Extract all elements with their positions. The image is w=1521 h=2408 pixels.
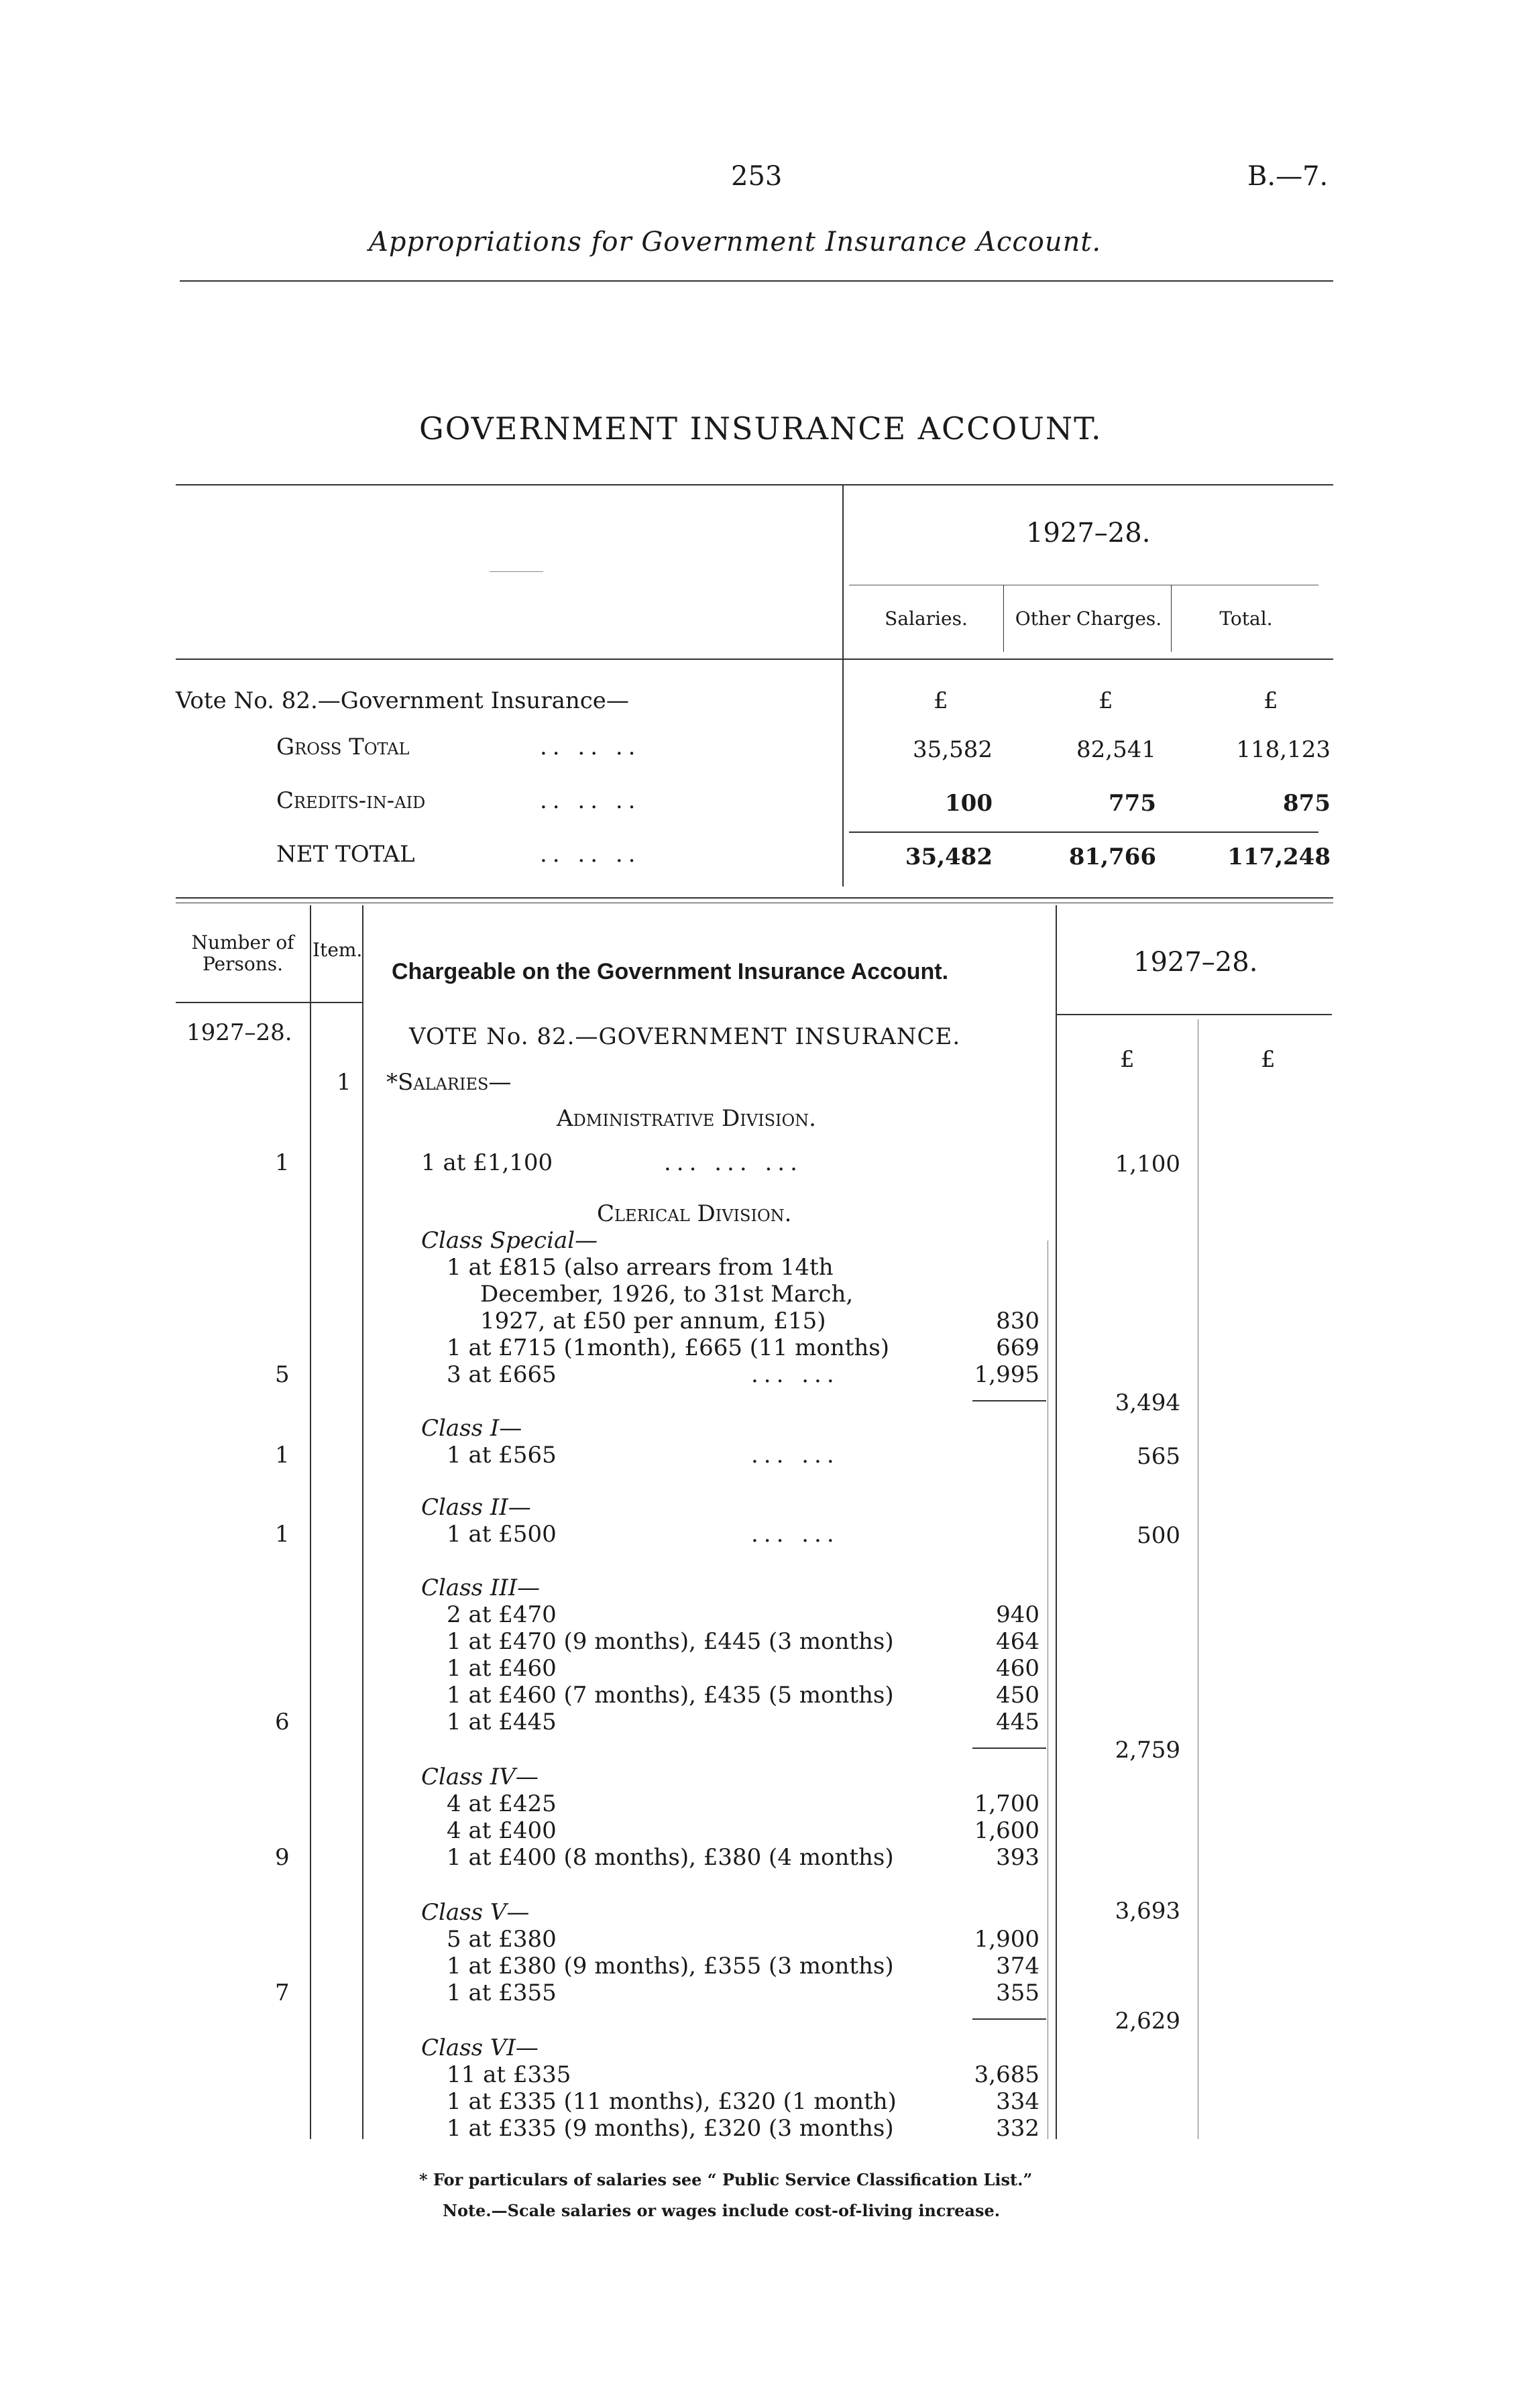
- credits-total: 875: [1283, 790, 1331, 817]
- class-3-line: 1 at £445: [447, 1709, 557, 1735]
- dots: ... ... ...: [664, 1149, 803, 1176]
- class-4-line: 1 at £400 (8 months), £380 (4 months): [447, 1844, 894, 1871]
- class-3-value: 445: [996, 1709, 1039, 1735]
- class-5-total: 2,629: [1115, 2008, 1180, 2034]
- class-5-persons: 7: [275, 1980, 290, 2006]
- class-special-heading: Class Special—: [421, 1227, 598, 1254]
- subtotal-rule: [972, 1400, 1046, 1401]
- header-rule: [180, 280, 1333, 282]
- admin-division: Administrative Division.: [557, 1105, 816, 1132]
- class-special-line-5: 3 at £665: [447, 1361, 557, 1388]
- class-4-persons: 9: [275, 1844, 290, 1871]
- class-special-value-2: 669: [996, 1334, 1039, 1361]
- class-3-line: 2 at £470: [447, 1601, 557, 1628]
- net-salaries: 35,482: [905, 844, 993, 870]
- footnote-salaries: * For particulars of salaries see “ Public Service Classification List.”: [419, 2170, 1033, 2189]
- col-salaries-header: Salaries.: [885, 608, 968, 630]
- dots: .. .. ..: [540, 787, 641, 814]
- class-3-line: 1 at £460: [447, 1655, 557, 1682]
- subtotal-rule: [972, 1747, 1046, 1749]
- dots: ... ...: [751, 1442, 840, 1469]
- credits-salaries: 100: [945, 790, 993, 817]
- subtotal-rule: [972, 2018, 1046, 2020]
- class-special-persons: 5: [275, 1361, 290, 1388]
- credits-other: 775: [1109, 790, 1156, 817]
- currency-col-2: £: [1261, 1046, 1276, 1073]
- gross-salaries: 35,582: [913, 736, 993, 763]
- dots: .. .. ..: [540, 734, 641, 760]
- summary-year: 1927–28.: [1026, 518, 1151, 549]
- class-4-total: 3,693: [1115, 1898, 1180, 1925]
- page-number: 253: [731, 161, 783, 192]
- footnote-note: Note.—Scale salaries or wages include cost-of-living increase.: [443, 2201, 1001, 2220]
- running-title: Appropriations for Government Insurance Account.: [369, 227, 1102, 257]
- admin-total: 1,100: [1115, 1151, 1180, 1178]
- admin-line: 1 at £1,100: [421, 1149, 553, 1176]
- salaries-heading: *Salaries—: [386, 1069, 512, 1096]
- class-2-heading: Class II—: [421, 1494, 531, 1521]
- dots: ... ...: [751, 1521, 840, 1548]
- dots: .. .. ..: [540, 841, 641, 868]
- class-2-line: 1 at £500: [447, 1521, 557, 1548]
- class-3-value: 940: [996, 1601, 1039, 1628]
- class-6-line: 1 at £335 (11 months), £320 (1 month): [447, 2088, 897, 2115]
- detail-year: 1927–28.: [1133, 947, 1258, 978]
- class-4-value: 1,700: [974, 1790, 1039, 1817]
- class-special-line-3: 1927, at £50 per annum, £15): [480, 1308, 826, 1334]
- class-2-total: 500: [1137, 1522, 1180, 1549]
- class-4-line: 4 at £400: [447, 1817, 557, 1844]
- class-special-value-3: 1,995: [974, 1361, 1039, 1388]
- gross-total-label: Gross Total: [276, 734, 410, 760]
- class-3-persons: 6: [275, 1709, 290, 1735]
- class-5-line: 5 at £380: [447, 1926, 557, 1953]
- class-3-value: 450: [996, 1682, 1039, 1709]
- class-6-line: 1 at £335 (9 months), £320 (3 months): [447, 2115, 894, 2142]
- class-5-line: 1 at £355: [447, 1980, 557, 2006]
- class-3-total: 2,759: [1115, 1737, 1180, 1764]
- currency-col-1: £: [1120, 1046, 1135, 1073]
- page-title: GOVERNMENT INSURANCE ACCOUNT.: [419, 410, 1103, 447]
- currency-other: £: [1098, 687, 1113, 714]
- class-6-line: 11 at £335: [447, 2061, 571, 2088]
- class-3-line: 1 at £460 (7 months), £435 (5 months): [447, 1682, 894, 1709]
- col-total-header: Total.: [1219, 608, 1273, 630]
- class-4-value: 1,600: [974, 1817, 1039, 1844]
- summary-header-rule: [176, 658, 1333, 660]
- class-special-line-2: December, 1926, to 31st March,: [480, 1281, 854, 1308]
- col-other-header: Other Charges.: [1015, 608, 1162, 630]
- net-total-label: NET TOTAL: [276, 841, 415, 868]
- class-5-value: 374: [996, 1953, 1039, 1980]
- col-divider-1: [1003, 585, 1004, 652]
- dots: ... ...: [751, 1361, 840, 1388]
- col-item-header: Item.: [313, 939, 363, 961]
- class-5-line: 1 at £380 (9 months), £355 (3 months): [447, 1953, 894, 1980]
- document-reference: B.—7.: [1247, 161, 1329, 192]
- chargeable-heading: Chargeable on the Government Insurance Account.: [392, 959, 949, 984]
- class-special-line-4: 1 at £715 (1month), £665 (11 months): [447, 1334, 890, 1361]
- class-4-value: 393: [996, 1844, 1039, 1871]
- col-persons-header: Number of Persons.: [191, 931, 294, 975]
- class-6-value: 332: [996, 2115, 1039, 2142]
- admin-persons: 1: [275, 1149, 290, 1176]
- currency-total: £: [1263, 687, 1278, 714]
- class-6-value: 3,685: [974, 2061, 1039, 2088]
- detail-divider-item: [362, 905, 363, 2139]
- summary-dash: [490, 571, 543, 572]
- class-5-value: 355: [996, 1980, 1039, 2006]
- clerical-division: Clerical Division.: [597, 1200, 792, 1227]
- class-4-heading: Class IV—: [421, 1764, 539, 1790]
- item-number: 1: [337, 1069, 351, 1096]
- persons-year: 1927–28.: [186, 1019, 292, 1046]
- summary-bottom-rule: [176, 897, 1333, 899]
- class-6-value: 334: [996, 2088, 1039, 2115]
- summary-top-rule: [176, 484, 1333, 485]
- class-6-heading: Class VI—: [421, 2034, 539, 2061]
- class-2-persons: 1: [275, 1521, 290, 1548]
- vote-heading: VOTE No. 82.—GOVERNMENT INSURANCE.: [409, 1023, 961, 1050]
- class-5-heading: Class V—: [421, 1899, 530, 1926]
- vote-line: Vote No. 82.—Government Insurance—: [176, 687, 629, 714]
- net-other: 81,766: [1068, 844, 1156, 870]
- persons-header-rule: [176, 1002, 363, 1003]
- class-3-value: 460: [996, 1655, 1039, 1682]
- class-1-persons: 1: [275, 1442, 290, 1469]
- amount-header-rule: [1057, 1014, 1332, 1015]
- currency-salaries: £: [934, 687, 948, 714]
- net-rule: [849, 832, 1318, 833]
- class-3-value: 464: [996, 1628, 1039, 1655]
- class-1-heading: Class I—: [421, 1415, 522, 1442]
- class-1-total: 565: [1137, 1443, 1180, 1470]
- class-special-value-1: 830: [996, 1308, 1039, 1334]
- class-3-line: 1 at £470 (9 months), £445 (3 months): [447, 1628, 894, 1655]
- gross-total: 118,123: [1236, 736, 1331, 763]
- net-total: 117,248: [1227, 844, 1331, 870]
- class-special-total: 3,494: [1115, 1389, 1180, 1416]
- detail-divider-amount: [1056, 905, 1057, 2139]
- class-1-line: 1 at £565: [447, 1442, 557, 1469]
- class-special-line-1: 1 at £815 (also arrears from 14th: [447, 1254, 834, 1281]
- class-5-value: 1,900: [974, 1926, 1039, 1953]
- detail-divider-persons: [310, 905, 311, 2139]
- class-3-heading: Class III—: [421, 1574, 541, 1601]
- summary-divider: [842, 484, 844, 886]
- credits-label: Credits-in-aid: [276, 787, 426, 814]
- class-4-line: 4 at £425: [447, 1790, 557, 1817]
- gross-other: 82,541: [1076, 736, 1156, 763]
- col-divider-2: [1171, 585, 1172, 652]
